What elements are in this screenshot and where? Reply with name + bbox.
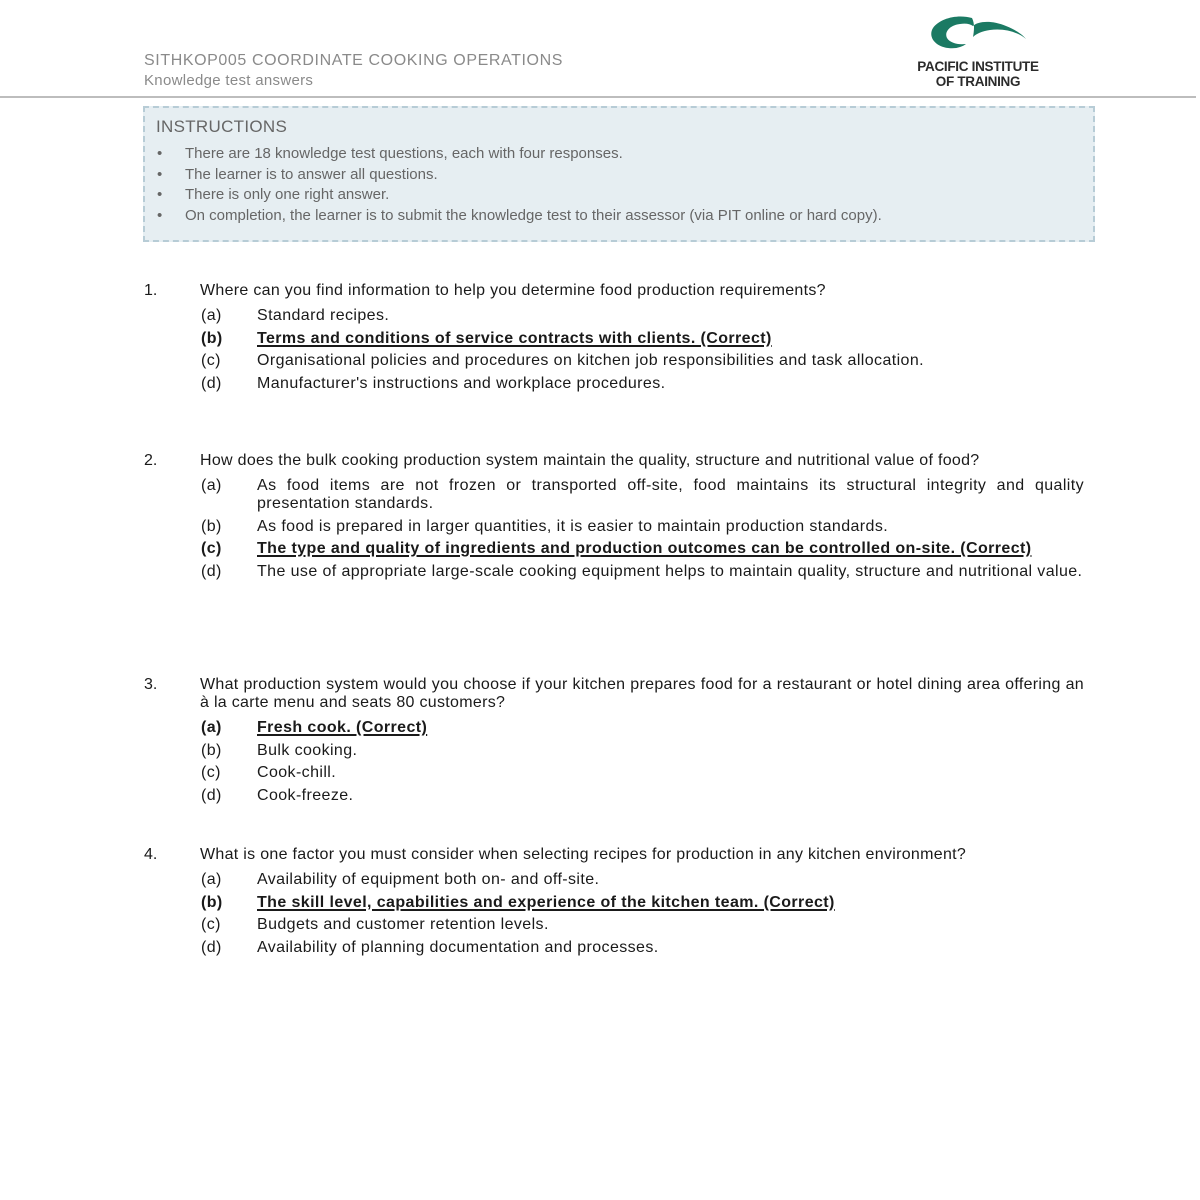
question-number: 3. [144,676,158,693]
question-2 [144,452,1084,585]
question-1 [144,282,1084,397]
options-list [144,871,1084,957]
instructions-box [143,106,1095,242]
options-list [144,477,1084,581]
pacific-institute-logo [898,8,1058,96]
option-b: (b) As food is prepared in larger quantities, it is easier to maintain production standards. [201,517,889,535]
instruction-item: • On completion, the learner is to submit the knowledge test to their assessor (via PIT online or hard copy). [157,206,882,224]
question-text: How does the bulk cooking production system maintain the quality, structure and nutritional value of food? [200,452,980,469]
document-subtitle: Knowledge test answers [144,72,314,89]
options-list [144,307,1084,393]
option-a: (a) Standard recipes. [201,307,390,324]
question-4 [144,846,1084,961]
header-divider [0,96,1196,98]
question-text: What production system would you choose if your kitchen prepares food for a restaurant or hotel dining area offering an à la carte menu and seats 80 customers? [200,676,1084,711]
option-a: (a) Availability of equipment both on- and off-site. [201,871,600,888]
logo-text-line1: PACIFIC INSTITUTE [917,59,1039,74]
option-d: (d) The use of appropriate large-scale cooking equipment helps to maintain quality, structure and nutritional value. [201,562,1083,580]
page-header [0,0,1200,97]
option-d: (d) Manufacturer's instructions and workplace procedures. [201,374,666,392]
bullet-icon: • [157,186,163,203]
instruction-item: • The learner is to answer all questions. [157,165,438,183]
instructions-heading: INSTRUCTIONS [156,117,288,136]
bullet-icon: • [157,145,163,162]
question-text: Where can you find information to help you determine food production requirements? [200,282,826,299]
option-c: (c) Budgets and customer retention levels. [201,916,549,933]
option-c: (c) Cook-chill. [201,764,337,781]
instruction-item: • There is only one right answer. [157,186,390,203]
option-b-correct: (b) The skill level, capabilities and experience of the kitchen team. (Correct) [201,893,835,911]
option-d: (d) Cook-freeze. [201,786,354,804]
options-list [144,719,1084,805]
question-number: 4. [144,846,158,863]
option-a: (a) As food items are not frozen or transported off-site, food maintains its structural integrity and quality presentation standards. [201,477,1084,512]
bullet-icon: • [157,206,163,224]
question-3 [144,676,1084,809]
logo-text-line2: OF TRAINING [935,74,1021,89]
option-c: (c) Organisational policies and procedures on kitchen job responsibilities and task allocation. [201,352,924,369]
option-d: (d) Availability of planning documentation and processes. [201,938,659,956]
question-number: 1. [144,282,158,299]
instructions-list [145,145,1093,227]
option-b-correct: (b) Terms and conditions of service contracts with clients. (Correct) [201,329,772,347]
bullet-icon: • [157,165,163,183]
option-a-correct: (a) Fresh cook. (Correct) [201,719,428,736]
option-b: (b) Bulk cooking. [201,741,358,759]
option-c-correct: (c) The type and quality of ingredients and production outcomes can be controlled on-site. (Correct) [201,540,1032,557]
instruction-item: • There are 18 knowledge test questions, each with four responses. [157,145,623,162]
question-text: What is one factor you must consider when selecting recipes for production in any kitchen environment? [200,846,967,863]
document-title: SITHKOP005 COORDINATE COOKING OPERATIONS [144,52,564,69]
logo-swoosh-icon [926,12,1030,58]
question-number: 2. [144,452,158,469]
